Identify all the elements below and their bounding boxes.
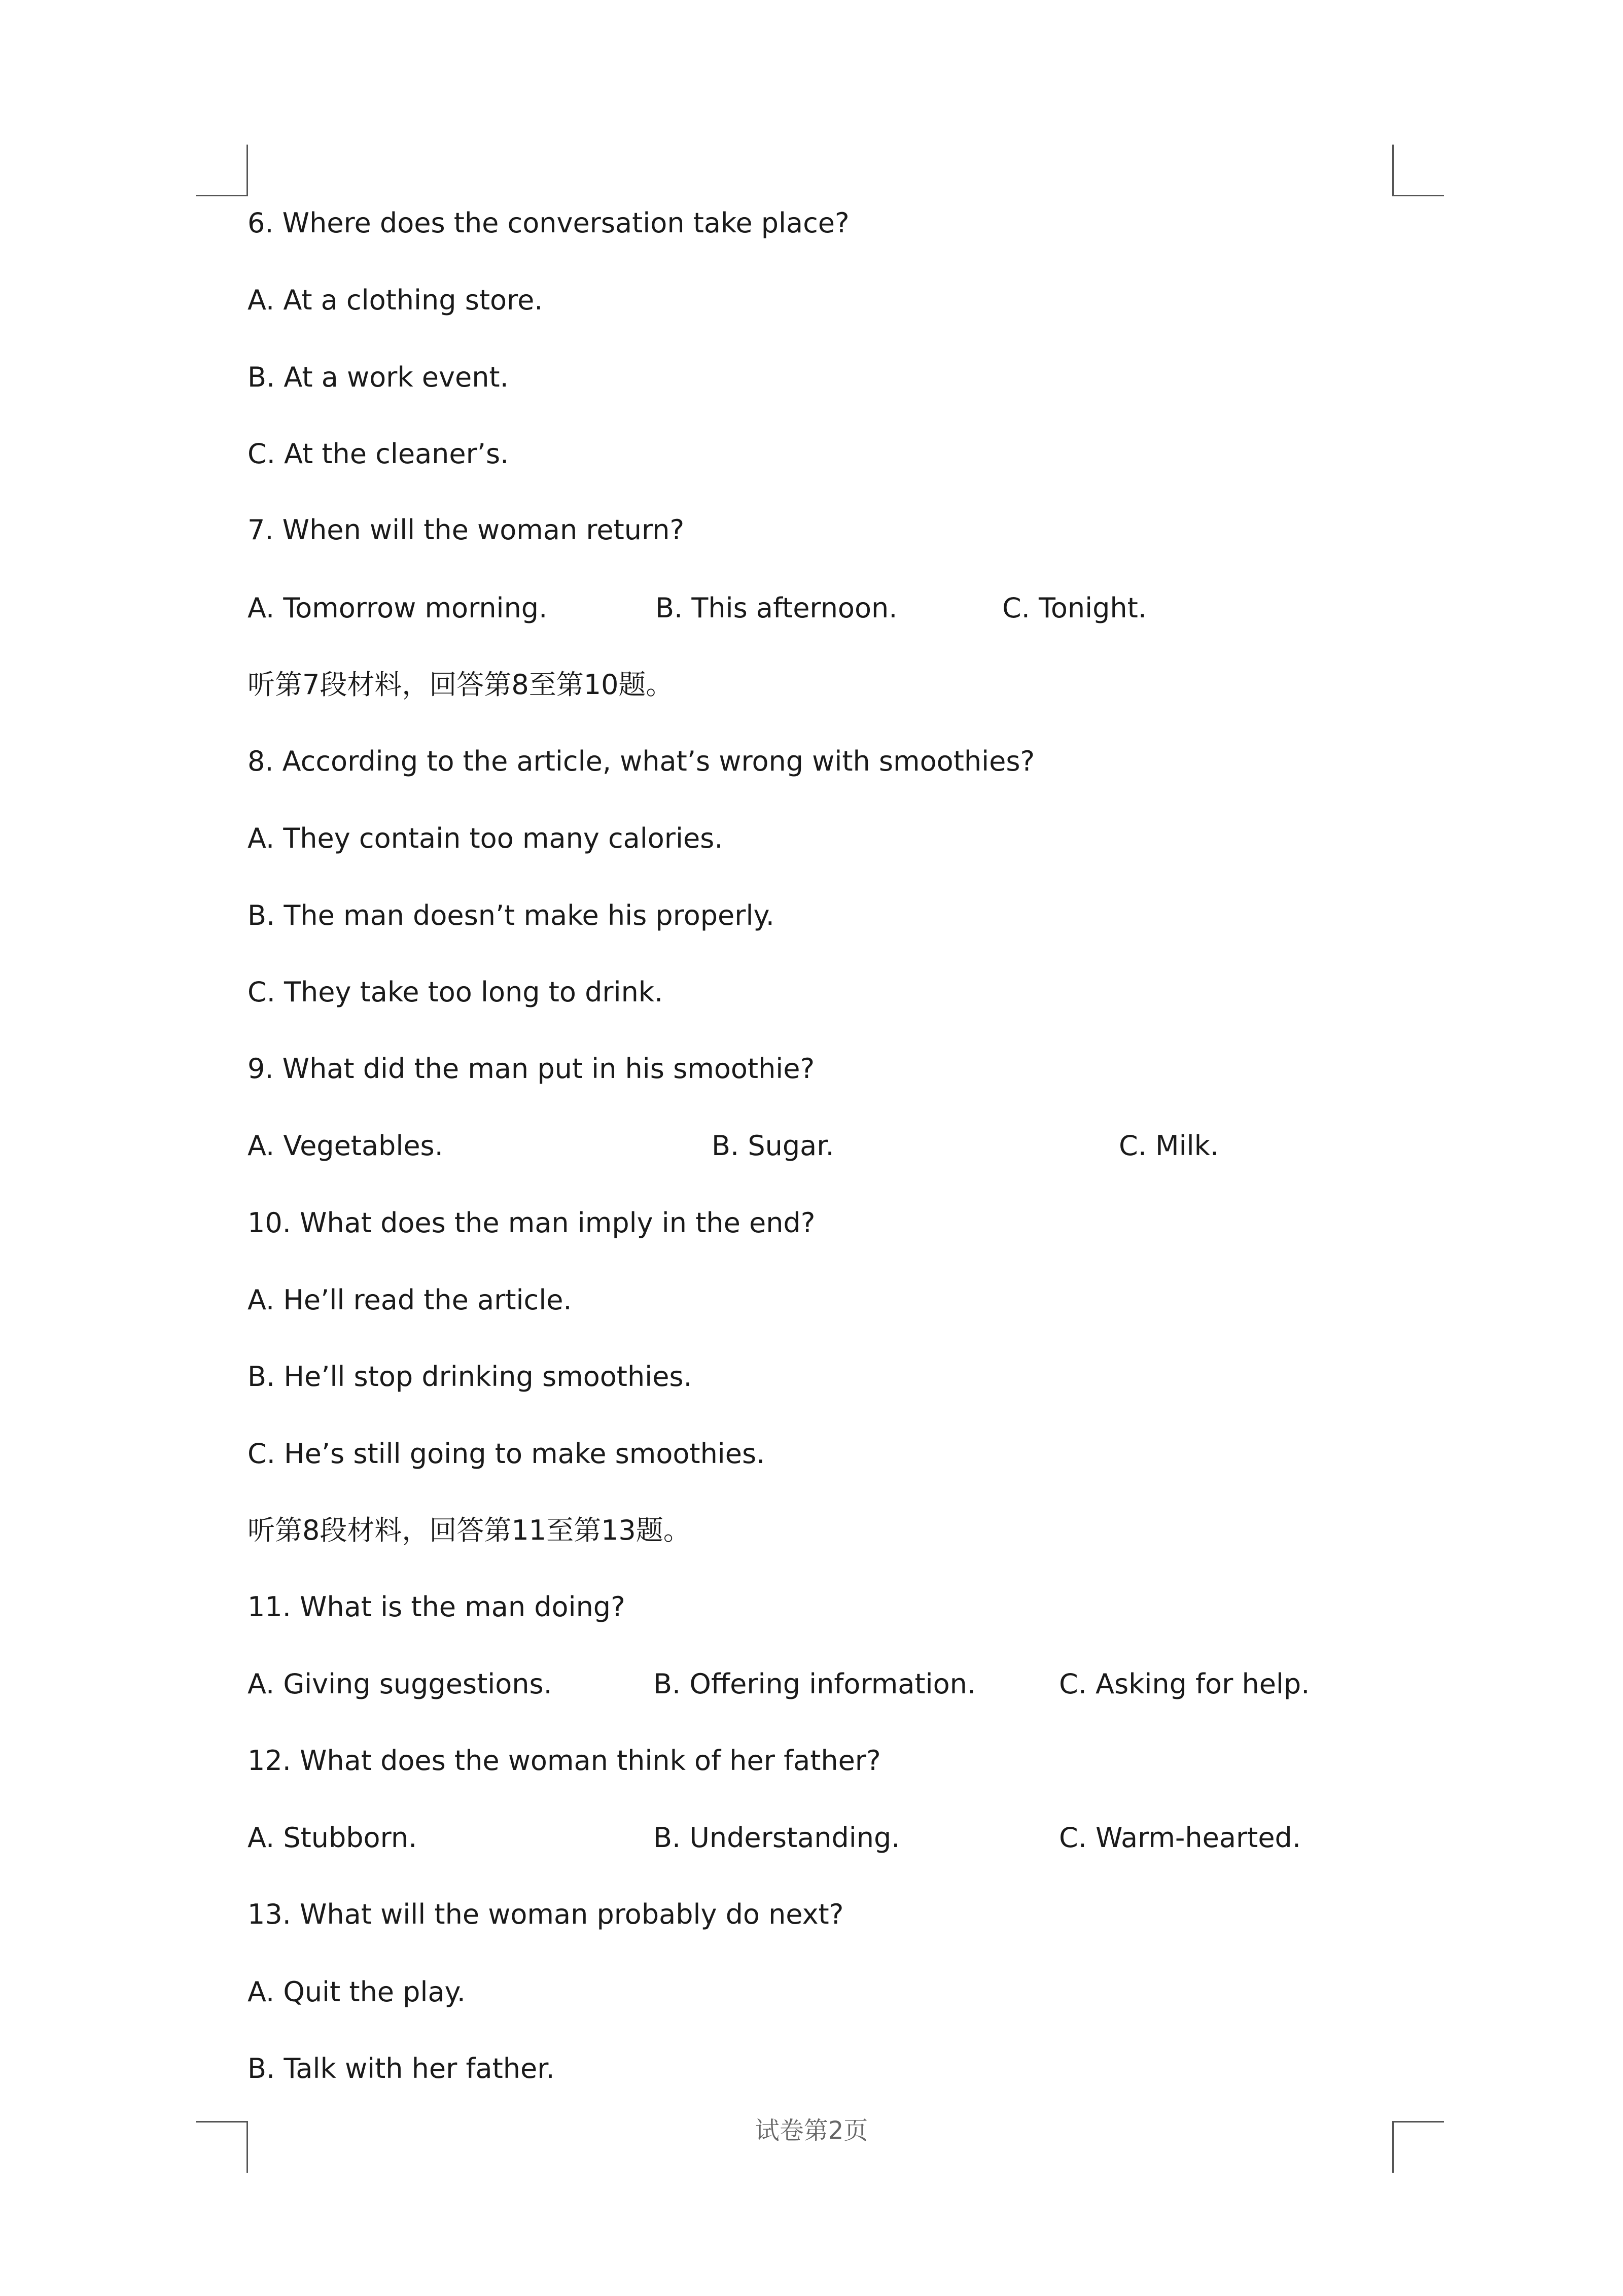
question-7-option-b: B. This afternoon. (655, 592, 898, 624)
question-10-option-a: A. He’ll read the article. (248, 1284, 572, 1316)
crop-mark-top-right-h (1392, 195, 1444, 196)
question-8-option-a: A. They contain too many calories. (248, 822, 723, 854)
question-12-option-b: B. Understanding. (653, 1822, 900, 1854)
question-11: 11. What is the man doing? (248, 1591, 625, 1623)
question-10: 10. What does the man imply in the end? (248, 1207, 816, 1239)
section-instruction-8: 听第8段材料，回答第11至第13题。 (248, 1514, 691, 1546)
question-6: 6. Where does the conversation take place? (248, 207, 850, 239)
question-6-option-b: B. At a work event. (248, 361, 509, 393)
section-instruction-7: 听第7段材料，回答第8至第10题。 (248, 669, 674, 701)
question-11-option-b: B. Offering information. (653, 1668, 976, 1700)
question-8-option-b: B. The man doesn’t make his properly. (248, 899, 774, 931)
crop-mark-top-left-v (246, 145, 248, 196)
question-9-option-c: C. Milk. (1119, 1130, 1219, 1162)
question-9-options (248, 1130, 1414, 1162)
question-13-option-b: B. Talk with her father. (248, 2053, 555, 2084)
question-11-options (248, 1668, 1414, 1700)
question-12-option-a: A. Stubborn. (248, 1822, 417, 1854)
crop-mark-top-left-h (196, 195, 248, 196)
question-12: 12. What does the woman think of her father? (248, 1745, 881, 1777)
question-13: 13. What will the woman probably do next? (248, 1898, 844, 1930)
question-13-option-a: A. Quit the play. (248, 1976, 466, 2008)
crop-mark-top-right-v (1392, 145, 1394, 196)
question-11-option-c: C. Asking for help. (1059, 1668, 1310, 1700)
question-7: 7. When will the woman return? (248, 514, 685, 546)
question-7-options (248, 592, 1414, 624)
question-6-option-a: A. At a clothing store. (248, 284, 543, 316)
question-9-option-b: B. Sugar. (712, 1130, 834, 1162)
question-6-option-c: C. At the cleaner’s. (248, 438, 509, 470)
question-10-option-b: B. He’ll stop drinking smoothies. (248, 1361, 692, 1393)
question-9-option-a: A. Vegetables. (248, 1130, 443, 1162)
question-9: 9. What did the man put in his smoothie? (248, 1053, 815, 1085)
question-12-options (248, 1822, 1414, 1854)
question-7-option-c: C. Tonight. (1002, 592, 1147, 624)
page-number-footer: 试卷第2页 (755, 2116, 868, 2145)
question-7-option-a: A. Tomorrow morning. (248, 592, 548, 624)
question-10-option-c: C. He’s still going to make smoothies. (248, 1438, 765, 1470)
question-12-option-c: C. Warm-hearted. (1059, 1822, 1301, 1854)
question-11-option-a: A. Giving suggestions. (248, 1668, 552, 1700)
question-8-option-c: C. They take too long to drink. (248, 976, 663, 1008)
question-8: 8. According to the article, what’s wrong with smoothies? (248, 745, 1035, 777)
